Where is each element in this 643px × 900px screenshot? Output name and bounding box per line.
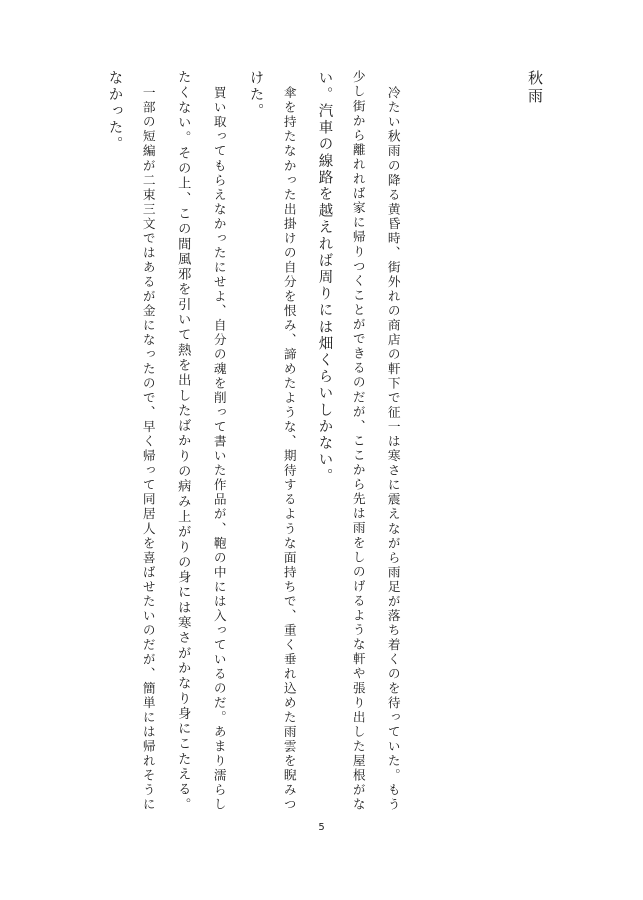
story-title: 秋雨 [526,70,544,106]
page-number: 5 [318,822,325,833]
text-line-2: 少し街から離れれば家に帰りつくことができるのだが、ここから先は雨をしのげるような軒や張り出した屋根がな [350,70,366,813]
text-line-6: 買い取ってもらえなかったにせよ、自分の魂を削って書いた作品が、鞄の中には入っているのだ。あまり濡らし [211,86,227,812]
text-line-9: なかった。 [106,70,123,153]
text-line-8: 一部の短編が二束三文ではあるが金になったので、早く帰って同居人を喜ばせたいのだが、簡単には帰れそうに [140,86,156,812]
text-line-4: 傘を持たなかった出掛けの自分を恨み、諦めたような、期待するような面持ちで、重く垂れ込めた雨雲を睨みつ [281,86,297,812]
text-line-7: たくない。その上、この間風邪を引いて熱を出したばかりの病み上がりの身には寒さがかなり身にこたえる。 [175,70,191,813]
text-line-1: 冷たい秋雨の降る黄昏時、街外れの商店の軒下で征一は寒さに震えながら雨足が落ち着くのを待っていた。もう [385,86,401,812]
text-line-5: けた。 [247,70,264,120]
text-line-3: い。汽車の線路を越えれば周りには畑くらいしかない。 [316,70,333,485]
